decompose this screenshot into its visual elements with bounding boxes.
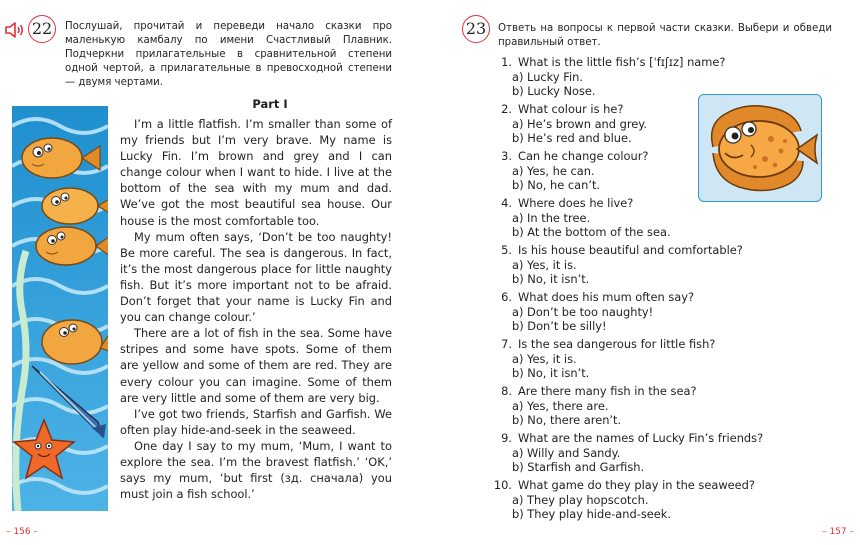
answer-option[interactable]: b) At the bottom of the sea. [512, 225, 671, 239]
question-text: Is the sea dangerous for little fish? [518, 337, 716, 351]
story-text [120, 116, 392, 502]
answer-option[interactable]: a) Yes, there are. [512, 398, 609, 413]
question-text: What game do they play in the seaweed? [518, 478, 755, 492]
question-item: 7. Is the sea dangerous for little fish? a) Yes, it is. b) No, it isn’t. [492, 337, 822, 381]
story-paragraph: My mum often says, ‘Don’t be too naughty! Be more careful. The sea is dangerous. In fact, it’s the most dangerous place for little naughty fish. But it’s more important not to be afraid. Don’t forget that your name is Lucky Fin and you can change colour.’ [120, 229, 392, 325]
exercise-instruction: Послушай, прочитай и переведи начало сказки про маленькую камбалу по имени Счастливый Плавник. Подчеркни прилагательные в сравнительной степени одной чертой, а прилагательные в превосходной степени — двумя чертами. [65, 21, 392, 88]
question-text: What does his mum often say? [518, 290, 695, 304]
question-item: 10. What game do they play in the seaweed? a) They play hopscotch. b) They play hide-and-seek. [492, 478, 822, 522]
page-number: – 156 – [6, 527, 38, 537]
answer-option[interactable]: b) Starfish and Garfish. [512, 460, 645, 474]
sea-illustration [12, 106, 108, 511]
question-item: 4. Where does he live? a) In the tree. b) At the bottom of the sea. [492, 196, 822, 240]
question-item: 6. What does his mum often say? a) Don’t be too naughty! b) Don’t be silly! [492, 290, 822, 334]
answer-option[interactable]: a) In the tree. [512, 210, 591, 225]
exercise-number: 23 [462, 15, 490, 43]
question-item: 5. Is his house beautiful and comfortable? a) Yes, it is. b) No, it isn’t. [492, 243, 822, 287]
answer-option[interactable]: a) Lucky Fin. [512, 69, 583, 84]
exercise-number: 22 [28, 15, 56, 43]
part-title: Part I [252, 97, 288, 111]
answer-option[interactable]: b) Lucky Nose. [512, 84, 596, 98]
question-text: Is his house beautiful and comfortable? [518, 243, 743, 257]
answer-option[interactable]: a) Don’t be too naughty! [512, 304, 654, 319]
answer-option[interactable]: a) Yes, he can. [512, 163, 595, 178]
story-paragraph: I’m a little flatfish. I’m smaller than some of my friends but I’m very brave. My name is Lucky Fin. I’m brown and grey and I can change colour when I want to hide. I live at the bottom of the sea with my mum and dad. We’ve got the most beautiful sea house. Our house is the most comfortable too. [120, 117, 392, 228]
question-text: What is the little fish’s [ˈfɪʃɪz] name? [518, 55, 726, 69]
speaker-icon[interactable] [4, 20, 24, 40]
question-text: Where does he live? [518, 196, 634, 210]
question-text: What are the names of Lucky Fin’s friends? [518, 431, 764, 445]
answer-option[interactable]: a) Willy and Sandy. [512, 445, 621, 460]
story-paragraph: One day I say to my mum, ‘Mum, I want to explore the sea. I’m the bravest flatfish.’ ‘OK,’ says my mum, ‘but first (зд. сначала) you must join a fish school.’ [120, 438, 392, 502]
answer-option[interactable]: b) No, it isn’t. [512, 272, 590, 286]
question-text: Can he change colour? [518, 149, 649, 163]
answer-option[interactable]: a) Yes, it is. [512, 351, 577, 366]
question-item: 2. What colour is he? a) He’s brown and grey. b) He’s red and blue. [492, 102, 822, 146]
question-item: 8. Are there many fish in the sea? a) Yes, there are. b) No, there aren’t. [492, 384, 822, 428]
question-item: 3. Can he change colour? a) Yes, he can. b) No, he can’t. [492, 149, 822, 193]
answer-option[interactable]: b) No, there aren’t. [512, 413, 622, 427]
answer-option[interactable]: b) Don’t be silly! [512, 319, 607, 333]
question-text: Are there many fish in the sea? [518, 384, 697, 398]
answer-option[interactable]: b) He’s red and blue. [512, 131, 632, 145]
exercise-instruction: Ответь на вопросы к первой части сказки. Выбери и обведи правильный ответ. [498, 23, 832, 48]
answer-option[interactable]: b) No, he can’t. [512, 178, 601, 192]
question-item: 9. What are the names of Lucky Fin’s friends? a) Willy and Sandy. b) Starfish and Garfish. [492, 431, 822, 475]
answer-option[interactable]: b) No, it isn’t. [512, 366, 590, 380]
question-text: What colour is he? [518, 102, 624, 116]
answer-option[interactable]: a) He’s brown and grey. [512, 116, 648, 131]
answer-option[interactable]: b) They play hide-and-seek. [512, 507, 672, 521]
page-number: – 157 – [822, 527, 854, 537]
lucky-fin-picture [698, 94, 822, 202]
story-paragraph: I’ve got two friends, Starfish and Garfish. We often play hide-and-seek in the seaweed. [120, 406, 392, 437]
story-paragraph: There are a lot of fish in the sea. Some have stripes and some have spots. Some of them are yellow and some of them are red. They are every colour you can imagine. Some of them are very little and some of them are very big. [120, 326, 392, 405]
answer-option[interactable]: a) Yes, it is. [512, 257, 577, 272]
question-item: 1. What is the little fish’s [ˈfɪʃɪz] name? a) Lucky Fin. b) Lucky Nose. [492, 55, 822, 99]
answer-option[interactable]: a) They play hopscotch. [512, 492, 649, 507]
